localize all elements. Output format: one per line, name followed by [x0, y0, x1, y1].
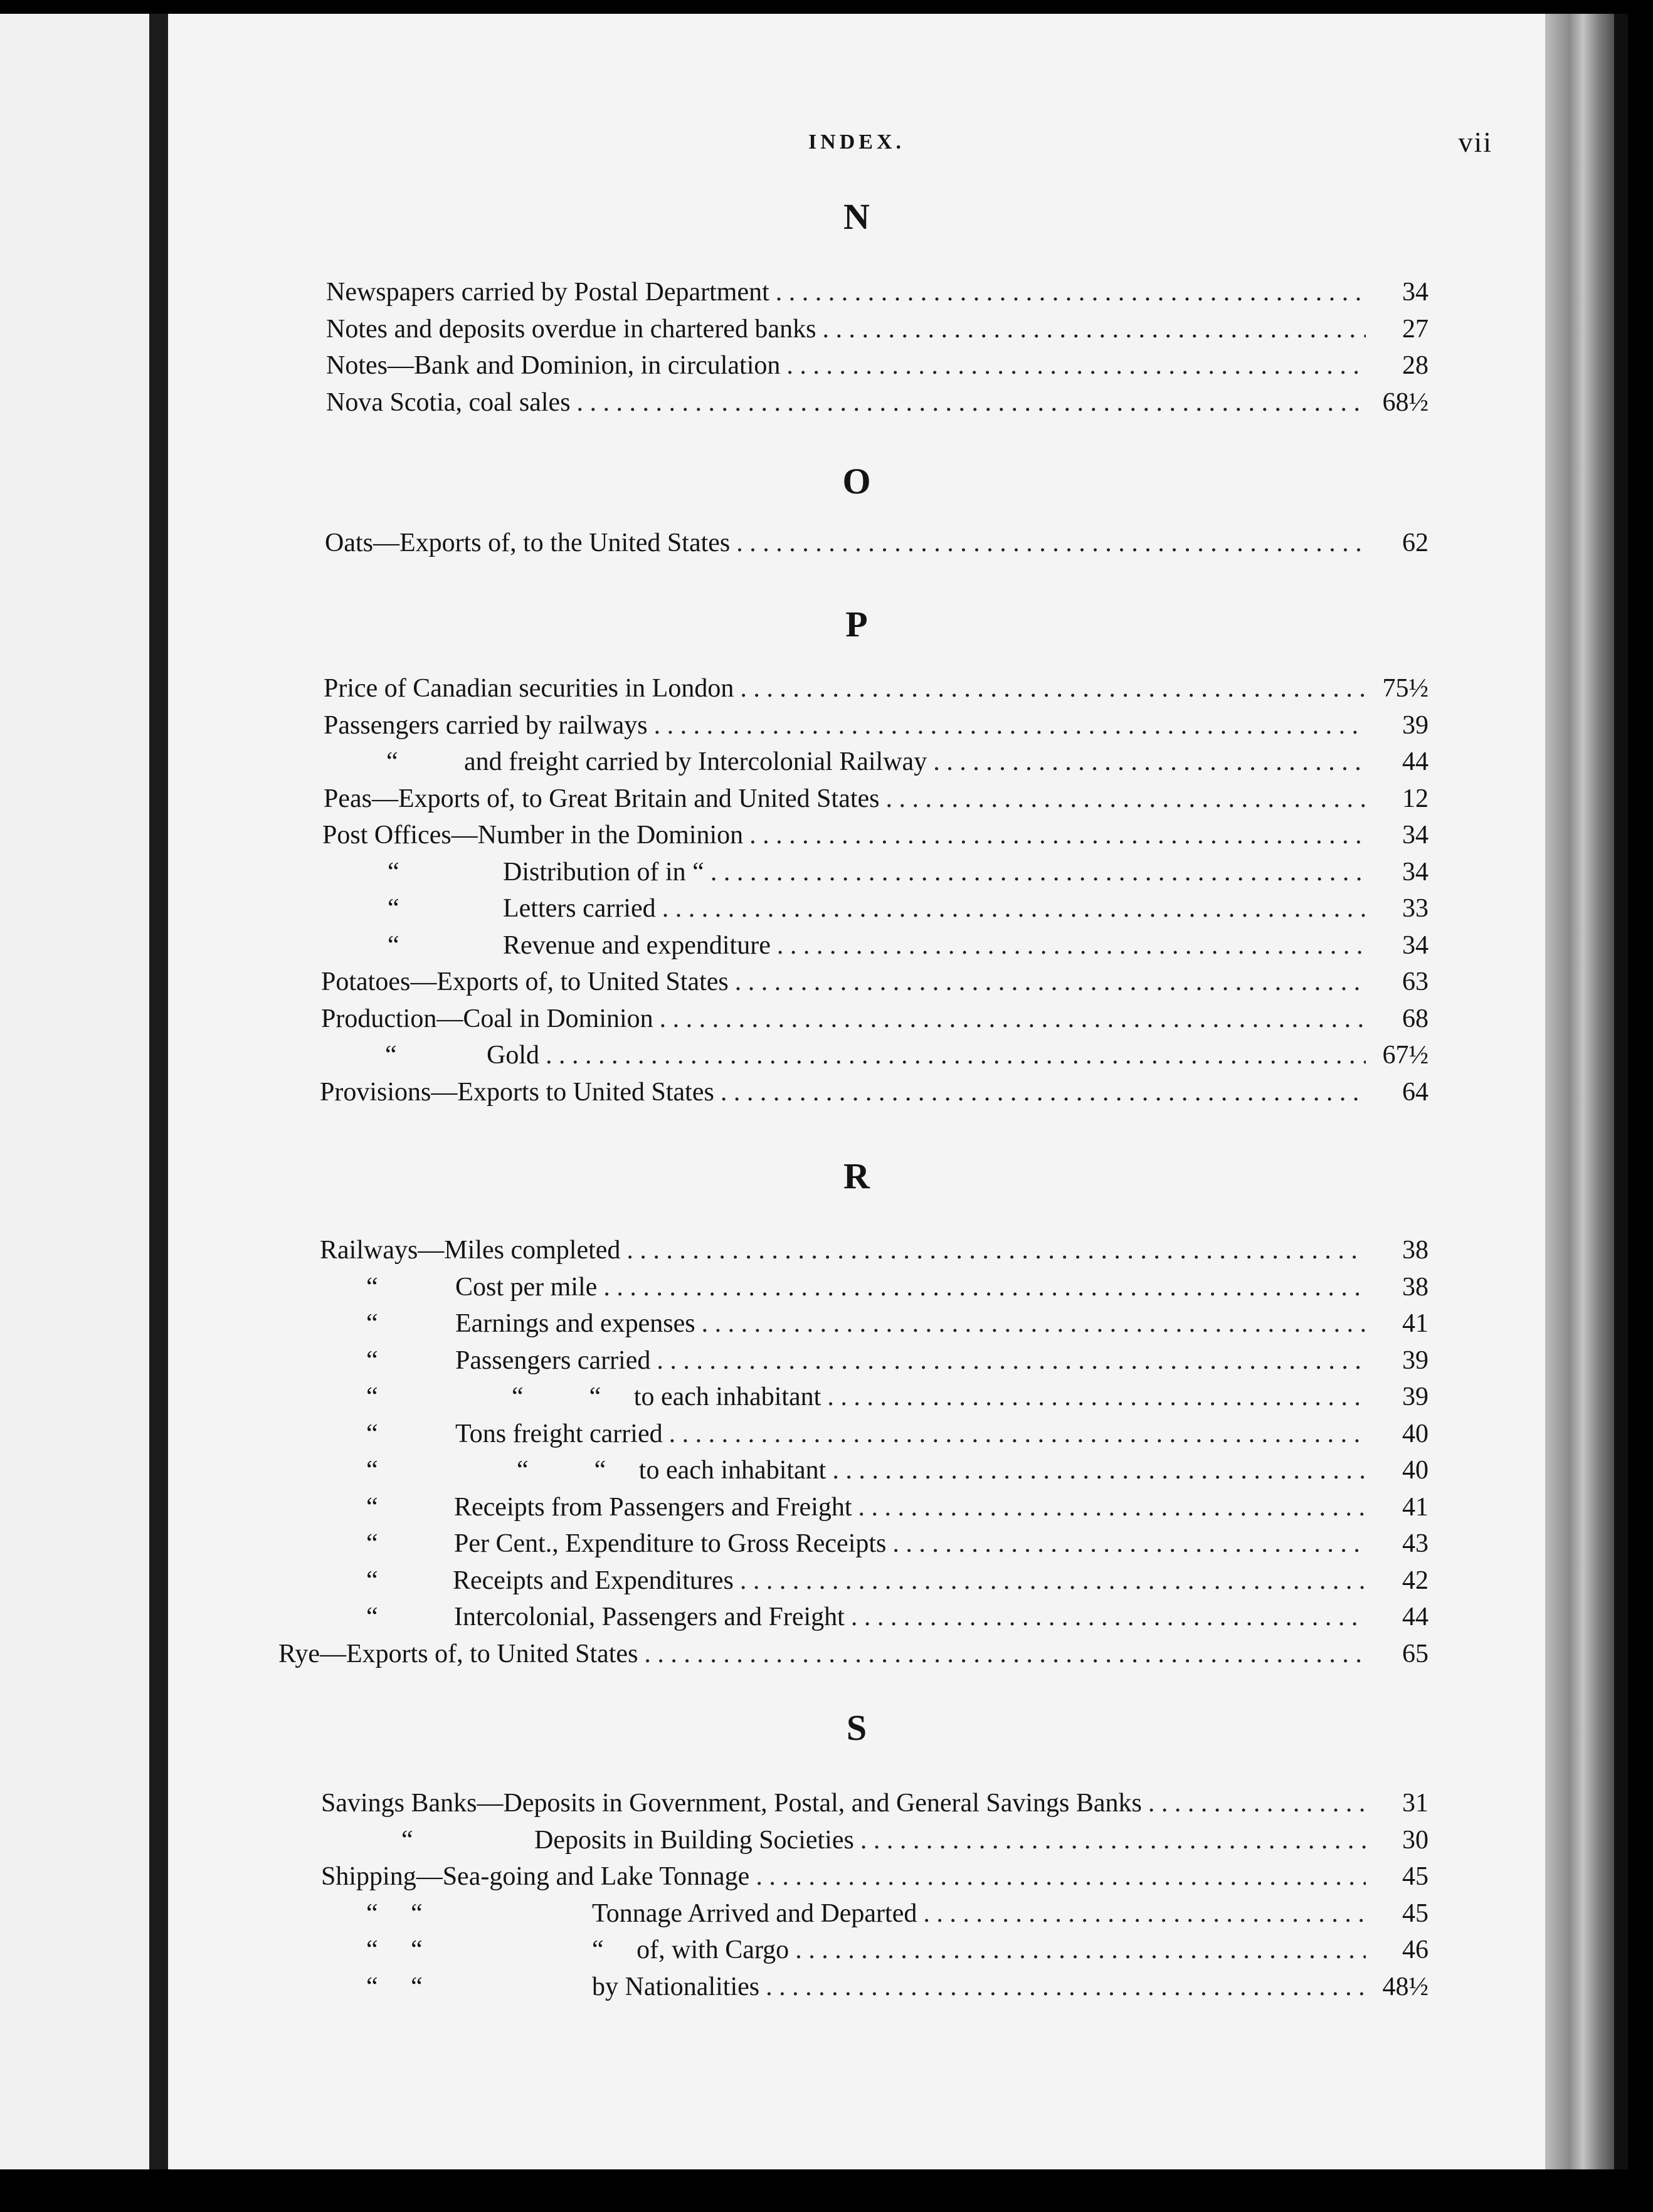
leader-dots: [721, 1077, 1366, 1107]
page-reference: 39: [1402, 1346, 1429, 1375]
leader-dots: [603, 1272, 1366, 1302]
entry-text: Per Cent., Expenditure to Gross Receipts: [454, 1529, 887, 1558]
entry-text: Distribution of in “: [503, 857, 704, 887]
leader-dots: [777, 930, 1366, 961]
page-reference: 44: [1402, 747, 1429, 776]
entry-text: Letters carried: [503, 894, 656, 923]
entry-text: Oats—Exports of, to the United States: [325, 529, 731, 557]
page-reference: 45: [1402, 1862, 1429, 1891]
page-reference: 38: [1402, 1236, 1429, 1265]
ditto-mark: “: [366, 1419, 378, 1448]
index-entry: [320, 1492, 1429, 1529]
entry-text: Cost per mile: [455, 1272, 598, 1302]
section-letter: R: [843, 1156, 870, 1196]
leader-dots: [736, 528, 1366, 558]
page-shadow: [1614, 14, 1628, 2169]
ditto-mark: “: [388, 894, 399, 923]
page-reference: 46: [1402, 1936, 1429, 1964]
leader-dots: [923, 1899, 1366, 1929]
page-reference: 34: [1402, 857, 1429, 887]
leader-dots: [644, 1639, 1366, 1669]
page-reference: 34: [1402, 930, 1429, 960]
entry-text: Revenue and expenditure: [503, 930, 771, 960]
section-letter: S: [846, 1707, 867, 1748]
page-reference: 39: [1402, 1382, 1429, 1411]
entry-text: Intercolonial, Passengers and Freight: [454, 1603, 845, 1631]
entry-text: Deposits in Building Societies: [534, 1825, 854, 1855]
index-page: [168, 14, 1545, 2169]
ditto-mark: “: [366, 1272, 378, 1302]
index-entry: [322, 820, 1429, 856]
index-entry: [320, 1235, 1429, 1272]
entry-text: Notes and deposits overdue in chartered banks: [326, 314, 816, 344]
page-reference: 63: [1402, 967, 1429, 996]
index-entry: [321, 1935, 1429, 1971]
leader-dots: [766, 1972, 1366, 2002]
entry-text: and freight carried by Intercolonial Railway: [464, 747, 927, 776]
index-entry: [322, 930, 1429, 967]
index-entry: [321, 1004, 1429, 1040]
entry-text: Savings Banks—Deposits in Government, Postal, and General Savings Banks: [321, 1789, 1142, 1818]
leader-dots: [886, 784, 1366, 814]
page-reference: 65: [1402, 1639, 1429, 1668]
index-entry: [326, 277, 1429, 313]
index-entry: [325, 528, 1429, 564]
entry-text: Passengers carried: [455, 1346, 651, 1375]
page-reference: 39: [1402, 710, 1429, 740]
entry-text: by Nationalities: [592, 1972, 760, 2001]
page-reference: 30: [1402, 1825, 1429, 1855]
entry-text: Earnings and expenses: [455, 1309, 695, 1338]
ditto-mark: “: [386, 747, 398, 776]
ditto-mark: “: [401, 1825, 413, 1855]
entry-text: Production—Coal in Dominion: [321, 1004, 653, 1033]
section-letter: O: [842, 461, 871, 502]
page-reference: 28: [1402, 351, 1429, 380]
book-gutter: [149, 14, 168, 2169]
page-reference: 48½: [1382, 1972, 1429, 2001]
leader-dots: [776, 277, 1366, 307]
index-entry: [320, 1309, 1429, 1345]
index-entry: [320, 1529, 1429, 1565]
leader-dots: [660, 1004, 1366, 1034]
leader-dots: [860, 1825, 1366, 1855]
leader-dots: [892, 1529, 1366, 1559]
page-reference: 40: [1402, 1456, 1429, 1485]
entry-text: Rye—Exports of, to United States: [278, 1639, 638, 1668]
entry-text: Receipts and Expenditures: [453, 1566, 734, 1595]
leader-dots: [662, 893, 1366, 924]
leader-dots: [851, 1602, 1366, 1632]
index-entry: [322, 857, 1429, 893]
ditto-mark: “: [388, 930, 399, 960]
leader-dots: [740, 673, 1366, 703]
entry-text: “ “ to each inhabitant: [512, 1382, 821, 1411]
page-reference: 68½: [1382, 387, 1429, 417]
leader-dots: [735, 967, 1366, 997]
page-reference: 45: [1402, 1899, 1429, 1928]
section-letter: P: [845, 604, 868, 645]
ditto-mark: “ “: [366, 1899, 423, 1928]
page-reference: 43: [1402, 1529, 1429, 1558]
leader-dots: [702, 1309, 1366, 1339]
index-entry: [324, 784, 1429, 820]
index-entry: [324, 673, 1429, 710]
leader-dots: [740, 1566, 1366, 1596]
entry-text: Peas—Exports of, to Great Britain and United States: [324, 784, 880, 813]
entry-text: Railways—Miles completed: [320, 1236, 621, 1265]
page-reference: 40: [1402, 1419, 1429, 1448]
index-entry: [321, 967, 1429, 1003]
ditto-mark: “ “: [366, 1936, 423, 1964]
page-reference: 62: [1402, 529, 1429, 557]
leader-dots: [577, 387, 1366, 418]
entry-text: Potatoes—Exports of, to United States: [321, 967, 729, 996]
ditto-mark: “: [366, 1309, 378, 1338]
entry-text: Receipts from Passengers and Freight: [454, 1492, 852, 1522]
entry-text: Shipping—Sea-going and Lake Tonnage: [321, 1862, 750, 1891]
index-entry: [320, 1382, 1429, 1418]
leader-dots: [749, 820, 1366, 850]
entry-text: “ of, with Cargo: [592, 1936, 790, 1964]
index-entry: [322, 893, 1429, 930]
index-entry: [320, 1346, 1429, 1382]
index-entry: [324, 710, 1429, 747]
index-entry: [320, 1455, 1429, 1492]
entry-text: Tons freight carried: [455, 1419, 663, 1448]
index-entry: [321, 1825, 1429, 1862]
index-entry: [278, 1639, 1429, 1675]
leader-dots: [546, 1040, 1366, 1070]
entry-text: Passengers carried by railways: [324, 710, 648, 740]
index-entry: [321, 1972, 1429, 2008]
index-entry: [320, 1077, 1429, 1114]
page-reference: 31: [1402, 1789, 1429, 1818]
leader-dots: [822, 314, 1366, 344]
running-head: INDEX.: [808, 130, 906, 154]
page-reference: 33: [1402, 894, 1429, 923]
index-entry: [326, 387, 1429, 424]
leader-dots: [710, 857, 1366, 887]
leader-dots: [786, 350, 1366, 381]
index-entry: [324, 747, 1429, 783]
leader-dots: [1148, 1788, 1366, 1818]
leader-dots: [858, 1492, 1366, 1522]
index-entry: [321, 1899, 1429, 1935]
page-reference: 42: [1402, 1566, 1429, 1595]
page-reference: 41: [1402, 1492, 1429, 1522]
leader-dots: [795, 1935, 1366, 1965]
section-letter: N: [843, 196, 870, 237]
leader-dots: [657, 1346, 1366, 1376]
index-entry: [320, 1566, 1429, 1602]
entry-text: Price of Canadian securities in London: [324, 674, 734, 703]
leader-dots: [669, 1419, 1366, 1449]
leader-dots: [626, 1235, 1366, 1265]
entry-text: Provisions—Exports to United States: [320, 1077, 714, 1107]
index-entry: [320, 1419, 1429, 1455]
page-reference: 12: [1402, 784, 1429, 813]
index-entry: [321, 1040, 1429, 1077]
entry-text: Tonnage Arrived and Departed: [592, 1899, 917, 1928]
ditto-mark: “: [366, 1529, 378, 1558]
index-entry: [321, 1862, 1429, 1898]
ditto-mark: “: [366, 1346, 378, 1375]
ditto-mark: “: [385, 1041, 397, 1070]
ditto-mark: “ “: [366, 1972, 423, 2001]
entry-text: Nova Scotia, coal sales: [326, 387, 571, 417]
entry-text: Gold: [487, 1041, 539, 1070]
ditto-mark: “: [366, 1456, 378, 1485]
entry-text: Notes—Bank and Dominion, in circulation: [326, 351, 781, 380]
page-reference: 67½: [1382, 1041, 1429, 1070]
index-entry: [321, 1788, 1429, 1825]
leader-dots: [827, 1382, 1366, 1412]
index-entry: [320, 1272, 1429, 1309]
ditto-mark: “: [366, 1566, 378, 1595]
page-folio: vii: [1458, 126, 1492, 158]
page-reference: 44: [1402, 1603, 1429, 1631]
page-reference: 41: [1402, 1309, 1429, 1338]
index-entry: [326, 350, 1429, 387]
entry-text: Post Offices—Number in the Dominion: [322, 821, 744, 850]
page-stack-edge: [1545, 14, 1614, 2169]
ditto-mark: “: [366, 1492, 378, 1522]
index-entry: [320, 1602, 1429, 1638]
ditto-mark: “: [388, 857, 399, 887]
page-reference: 68: [1402, 1004, 1429, 1033]
entry-text: “ “ to each inhabitant: [517, 1456, 826, 1485]
ditto-mark: “: [366, 1382, 378, 1411]
page-reference: 64: [1402, 1077, 1429, 1107]
page-reference: 27: [1402, 314, 1429, 344]
leader-dots: [832, 1455, 1366, 1485]
ditto-mark: “: [366, 1603, 378, 1631]
leader-dots: [654, 710, 1366, 740]
page-reference: 75½: [1382, 674, 1429, 703]
page-reference: 34: [1402, 821, 1429, 850]
index-entry: [326, 314, 1429, 350]
page-reference: 34: [1402, 278, 1429, 307]
entry-text: Newspapers carried by Postal Department: [326, 278, 769, 307]
leader-dots: [933, 747, 1366, 777]
page-reference: 38: [1402, 1272, 1429, 1302]
leader-dots: [756, 1862, 1366, 1892]
facing-page-edge: [0, 14, 149, 2169]
